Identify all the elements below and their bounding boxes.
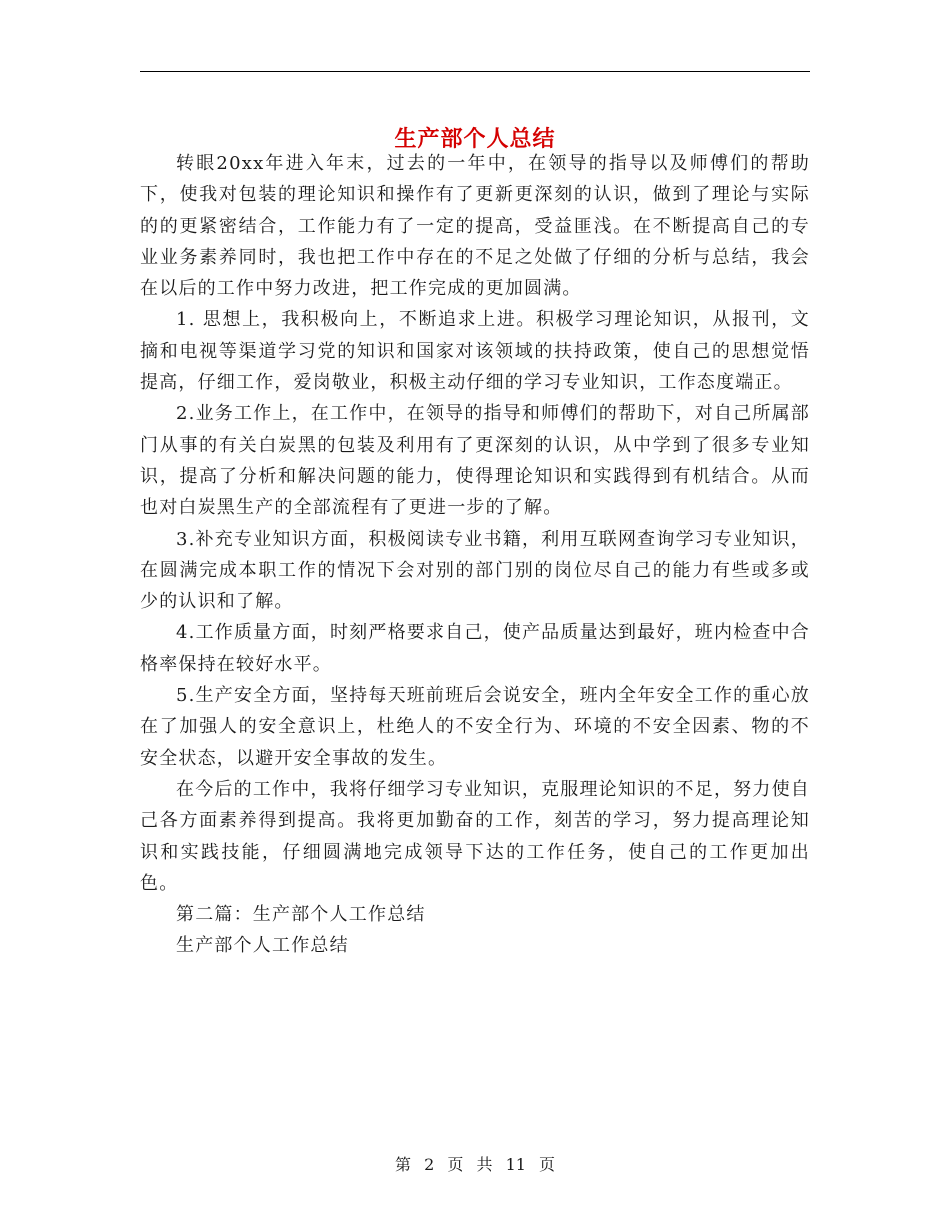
paragraph-item-4: 4.工作质量方面，时刻严格要求自己，使产品质量达到最好，班内检查中合格率保持在较好水平。 — [140, 622, 810, 675]
total-pages-number: 11 — [505, 1155, 526, 1174]
section-subheading: 生产部个人工作总结 — [176, 935, 349, 957]
page-label-mid: 页 — [447, 1155, 464, 1174]
section-heading-part-two: 第二篇：生产部个人工作总结 — [176, 904, 426, 926]
paragraph-item-1: 1. 思想上，我积极向上，不断追求上进。积极学习理论知识，从报刊，文摘和电视等渠道学习党的知识和国家对该领域的扶持政策，使自己的思想觉悟提高，仔细工作，爱岗敬业，积极主动仔细的学习专业知识，工作态度端正。 — [140, 309, 810, 394]
current-page-number: 2 — [424, 1155, 435, 1174]
page-label-prefix: 第 — [394, 1155, 411, 1174]
paragraph-item-2: 2.业务工作上，在工作中，在领导的指导和师傅们的帮助下，对自己所属部门从事的有关白炭黑的包装及利用有了更深刻的认识，从中学到了很多专业知识，提高了分析和解决问题的能力，使得理论知识和实践得到有机结合。从而也对白炭黑生产的全部流程有了更进一步的了解。 — [140, 403, 810, 519]
document-body — [140, 148, 810, 962]
header-rule — [140, 71, 810, 72]
paragraph-conclusion: 在今后的工作中，我将仔细学习专业知识，克服理论知识的不足，努力使自己各方面素养得到提高。我将更加勤奋的工作，刻苦的学习，努力提高理论知识和实践技能，仔细圆满地完成领导下达的工作任务，使自己的工作更加出色。 — [140, 778, 810, 894]
page-footer — [0, 1153, 950, 1177]
paragraph-intro: 转眼20xx年进入年末，过去的一年中，在领导的指导以及师傅们的帮助下，使我对包装的理论知识和操作有了更新更深刻的认识，做到了理论与实际的的更紧密结合，工作能力有了一定的提高，受益匪浅。在不断提高自己的专业业务素养同时，我也把工作中存在的不足之处做了仔细的分析与总结，我会在以后的工作中努力改进，把工作完成的更加圆满。 — [140, 153, 810, 300]
paragraph-item-5: 5.生产安全方面，坚持每天班前班后会说安全，班内全年安全工作的重心放在了加强人的安全意识上，杜绝人的不安全行为、环境的不安全因素、物的不安全状态，以避开安全事故的发生。 — [140, 685, 810, 769]
total-label: 共 — [476, 1155, 493, 1174]
page-label-suffix: 页 — [539, 1155, 556, 1174]
document-title: 生产部个人总结 — [394, 125, 556, 152]
paragraph-item-3: 3.补充专业知识方面，积极阅读专业书籍，利用互联网查询学习专业知识，在圆满完成本职工作的情况下会对别的部门别的岗位尽自己的能力有些或多或少的认识和了解。 — [140, 528, 810, 613]
